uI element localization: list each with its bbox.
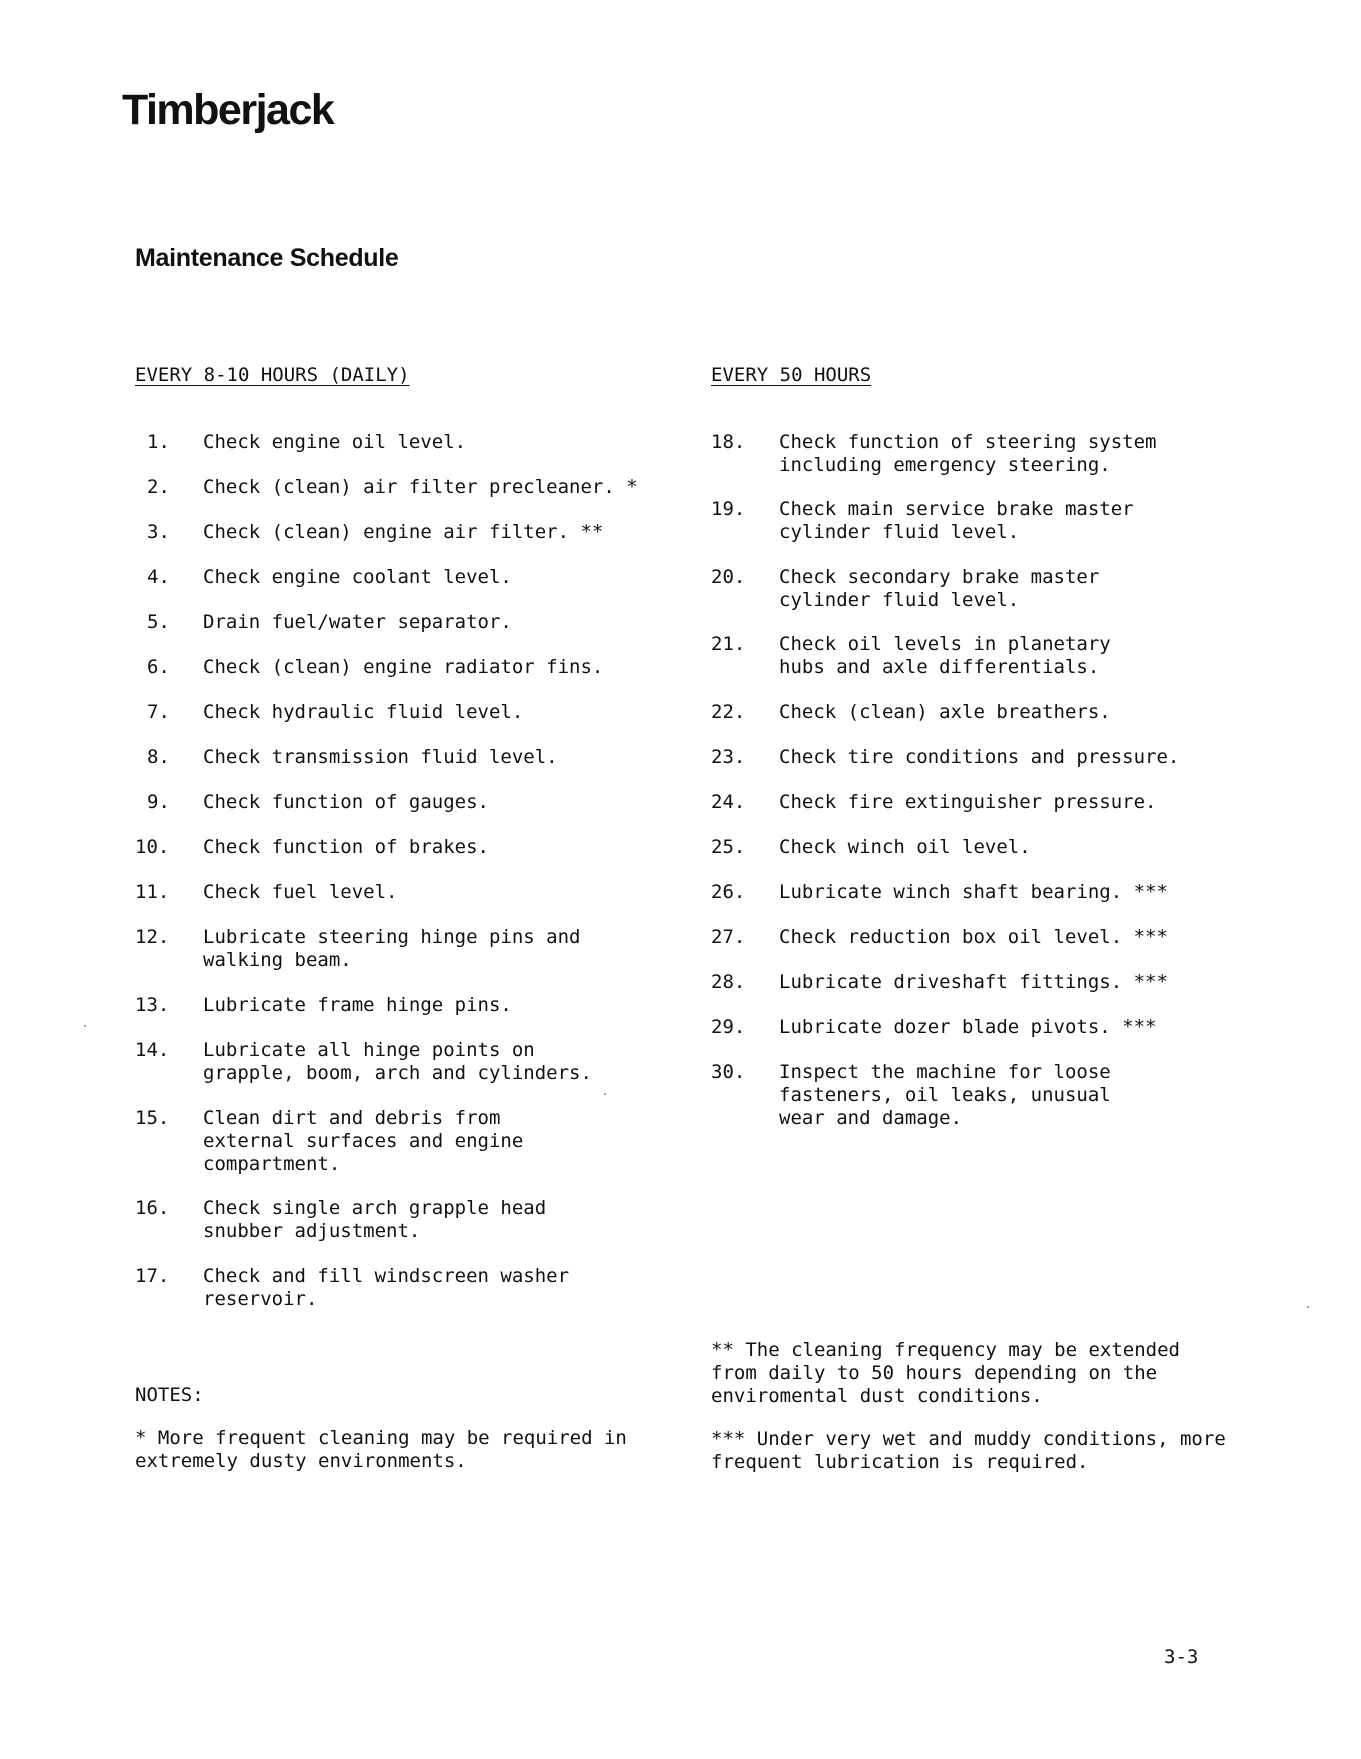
- item-text: Check fire extinguisher pressure.: [779, 791, 1157, 813]
- item-number: 25.: [711, 836, 746, 858]
- item-text: Check oil levels in planetary hubs and axle differentials.: [779, 633, 1111, 678]
- item-text: Check function of gauges.: [203, 791, 489, 813]
- item-number: 28.: [711, 971, 746, 993]
- item-text: Check tire conditions and pressure.: [779, 746, 1180, 768]
- column-heading-daily: EVERY 8-10 HOURS (DAILY): [135, 364, 410, 386]
- note-triple-asterisk: *** Under very wet and muddy conditions, more frequent lubrication is required.: [711, 1428, 1226, 1473]
- item-number: 5.: [147, 611, 170, 633]
- note-double-asterisk: ** The cleaning frequency may be extended from daily to 50 hours depending on the enviromental dust conditions.: [711, 1339, 1180, 1407]
- item-text: Check fuel level.: [203, 881, 398, 903]
- item-text: Lubricate steering hinge pins and walking beam.: [203, 926, 581, 971]
- item-text: Lubricate all hinge points on grapple, boom, arch and cylinders.: [203, 1039, 592, 1084]
- item-text: Lubricate dozer blade pivots. ***: [779, 1016, 1157, 1038]
- item-text: Drain fuel/water separator.: [203, 611, 512, 633]
- item-text: Lubricate driveshaft fittings. ***: [779, 971, 1168, 993]
- item-number: 27.: [711, 926, 746, 948]
- item-number: 16.: [135, 1197, 170, 1219]
- item-text: Check secondary brake master cylinder fluid level.: [779, 566, 1100, 611]
- item-number: 19.: [711, 498, 746, 520]
- item-number: 15.: [135, 1107, 170, 1129]
- item-number: 7.: [147, 701, 170, 723]
- item-number: 9.: [147, 791, 170, 813]
- item-number: 8.: [147, 746, 170, 768]
- item-number: 4.: [147, 566, 170, 588]
- column-heading-50-hours: EVERY 50 HOURS: [711, 364, 872, 386]
- item-text: Check transmission fluid level.: [203, 746, 558, 768]
- note-single-asterisk: * More frequent cleaning may be required in extremely dusty environments.: [135, 1427, 627, 1472]
- scan-speck: [1307, 1306, 1309, 1308]
- item-text: Check (clean) air filter precleaner. *: [203, 476, 638, 498]
- item-number: 26.: [711, 881, 746, 903]
- item-number: 20.: [711, 566, 746, 588]
- item-number: 30.: [711, 1061, 746, 1083]
- item-number: 22.: [711, 701, 746, 723]
- item-number: 18.: [711, 431, 746, 453]
- item-text: Check main service brake master cylinder fluid level.: [779, 498, 1134, 543]
- page-title: Maintenance Schedule: [135, 244, 399, 272]
- item-number: 10.: [135, 836, 170, 858]
- item-text: Check function of brakes.: [203, 836, 489, 858]
- item-number: 11.: [135, 881, 170, 903]
- item-text: Check and fill windscreen washer reservoir.: [203, 1265, 570, 1310]
- item-text: Check engine oil level.: [203, 431, 467, 453]
- item-number: 6.: [147, 656, 170, 678]
- item-text: Check winch oil level.: [779, 836, 1031, 858]
- item-number: 17.: [135, 1265, 170, 1287]
- item-number: 14.: [135, 1039, 170, 1061]
- item-number: 1.: [147, 431, 170, 453]
- item-text: Lubricate frame hinge pins.: [203, 994, 512, 1016]
- item-text: Inspect the machine for loose fasteners, oil leaks, unusual wear and damage.: [779, 1061, 1111, 1129]
- item-text: Check reduction box oil level. ***: [779, 926, 1168, 948]
- brand-logo: Timberjack: [122, 86, 334, 134]
- item-number: 21.: [711, 633, 746, 655]
- item-number: 29.: [711, 1016, 746, 1038]
- scan-speck: [84, 1025, 86, 1027]
- item-text: Lubricate winch shaft bearing. ***: [779, 881, 1168, 903]
- item-text: Check hydraulic fluid level.: [203, 701, 524, 723]
- item-number: 2.: [147, 476, 170, 498]
- scan-speck: [604, 1093, 606, 1095]
- item-text: Clean dirt and debris from external surfaces and engine compartment.: [203, 1107, 524, 1175]
- page-number: 3-3: [1164, 1646, 1199, 1668]
- item-text: Check function of steering system including emergency steering.: [779, 431, 1157, 476]
- item-number: 13.: [135, 994, 170, 1016]
- item-text: Check single arch grapple head snubber adjustment.: [203, 1197, 547, 1242]
- item-number: 24.: [711, 791, 746, 813]
- item-text: Check (clean) axle breathers.: [779, 701, 1111, 723]
- item-text: Check (clean) engine radiator fins.: [203, 656, 604, 678]
- item-text: Check engine coolant level.: [203, 566, 512, 588]
- item-number: 12.: [135, 926, 170, 948]
- item-number: 3.: [147, 521, 170, 543]
- notes-label: NOTES:: [135, 1384, 204, 1406]
- item-text: Check (clean) engine air filter. **: [203, 521, 604, 543]
- item-number: 23.: [711, 746, 746, 768]
